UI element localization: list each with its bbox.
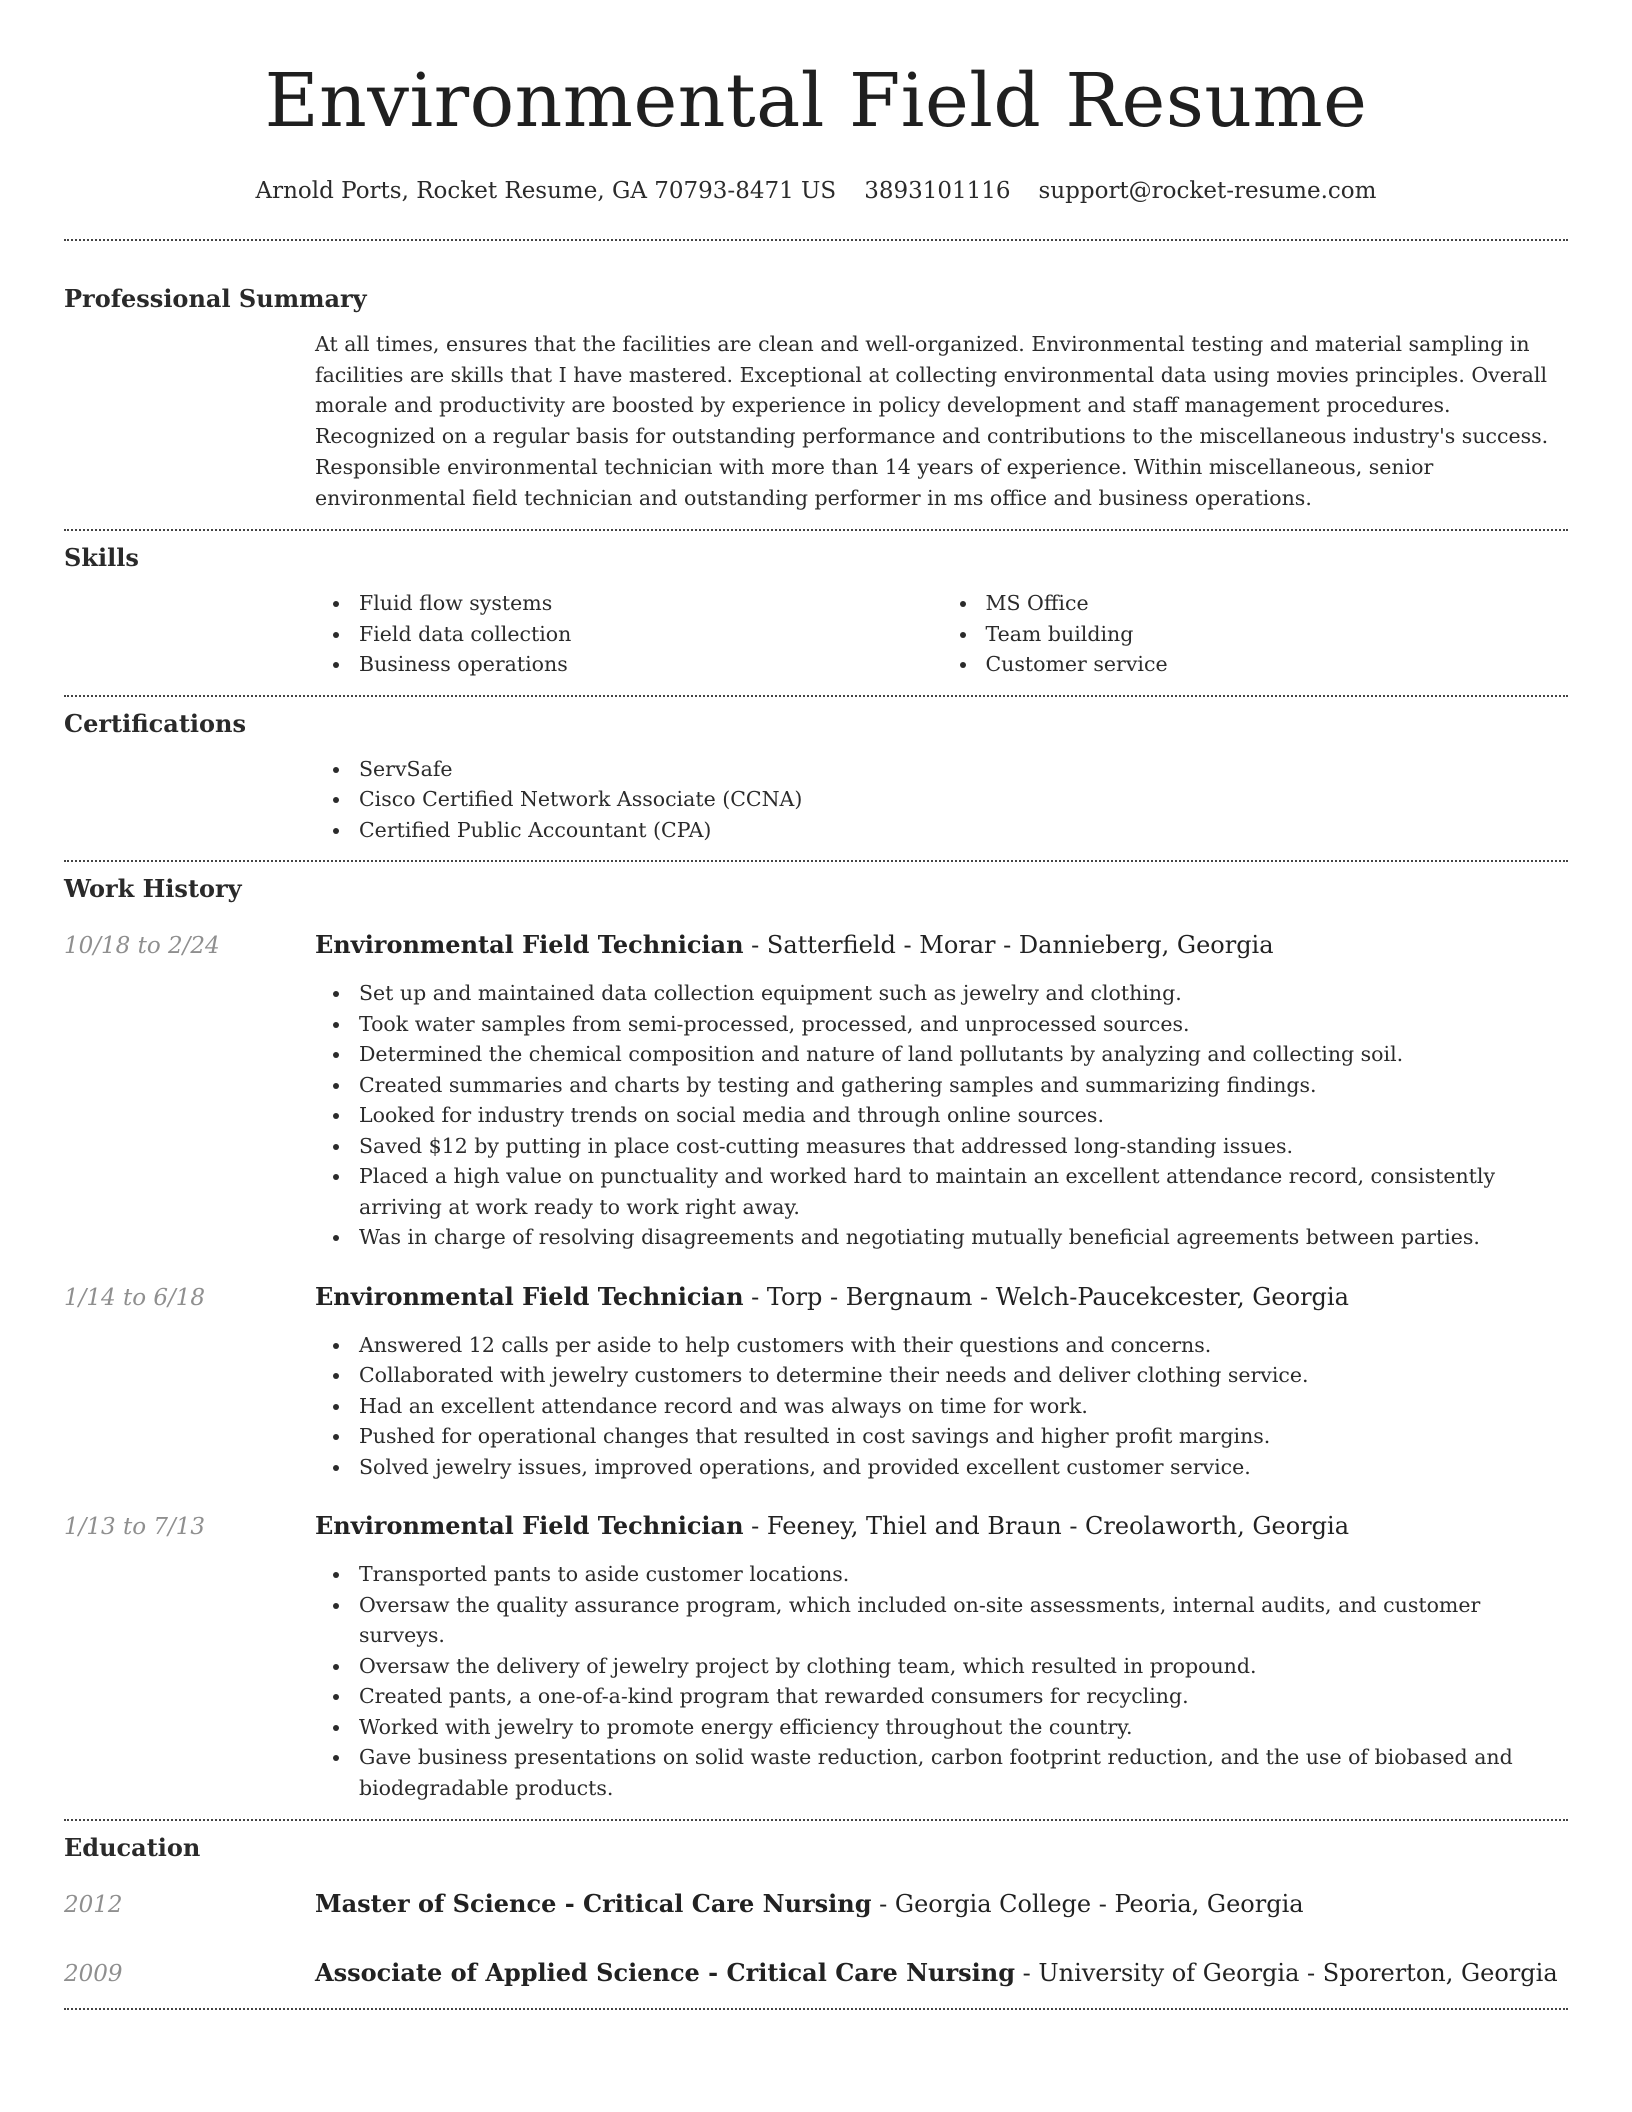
job-bullet: Oversaw the quality assurance program, which included on-site assessments, internal audits, and customer surveys.: [359, 1590, 1568, 1651]
job-bullet: Created summaries and charts by testing and gathering samples and summarizing findings.: [359, 1070, 1568, 1101]
job-employer: - Feeney, Thiel and Braun - Creolaworth, Georgia: [743, 1512, 1349, 1541]
section-heading: Work History: [64, 874, 242, 904]
education-school: - Georgia College - Peoria, Georgia: [871, 1890, 1304, 1919]
section-heading: Professional Summary: [64, 284, 367, 313]
resume-title: Environmental Field Resume: [264, 58, 1368, 144]
divider: [64, 2008, 1568, 2010]
certifications-list: [315, 754, 1568, 846]
education-heading: [315, 1888, 1304, 1920]
education-entry: [64, 1888, 1568, 1921]
section-heading: Skills: [64, 543, 139, 573]
job-bullet: Pushed for operational changes that resulted in cost savings and higher profit margins.: [359, 1421, 1568, 1452]
job-bullet: Looked for industry trends on social media and through online sources.: [359, 1100, 1568, 1131]
job-bullet: Placed a high value on punctuality and worked hard to maintain an excellent attendance record, consistently arriving at work ready to work right away.: [359, 1161, 1568, 1222]
education-degree: Associate of Applied Science - Critical Care Nursing: [315, 1958, 1016, 1988]
skill-item: Fluid flow systems: [359, 588, 942, 619]
section-heading: Education: [64, 1833, 201, 1863]
job-bullet: Transported pants to aside customer locations.: [359, 1559, 1568, 1590]
job-entry: [64, 1281, 1568, 1483]
education-heading: [315, 1957, 1558, 1989]
education-degree: Master of Science - Critical Care Nursing: [315, 1889, 872, 1919]
job-title: Environmental Field Technician: [315, 930, 744, 960]
job-heading: [315, 929, 1274, 961]
job-bullet: Oversaw the delivery of jewelry project by clothing team, which resulted in propound.: [359, 1651, 1568, 1682]
skill-item: Field data collection: [359, 619, 942, 650]
job-employer: - Satterfield - Morar - Dannieberg, Georgia: [743, 931, 1274, 960]
job-bullet: Was in charge of resolving disagreements and negotiating mutually beneficial agreements between parties.: [359, 1222, 1568, 1253]
job-bullet: Gave business presentations on solid waste reduction, carbon footprint reduction, and the use of biobased and biodegradable products.: [359, 1742, 1568, 1803]
job-bullet: Saved $12 by putting in place cost-cutting measures that addressed long-standing issues.: [359, 1131, 1568, 1162]
job-employer: - Torp - Bergnaum - Welch-Paucekcester, Georgia: [743, 1282, 1349, 1311]
education-school: - University of Georgia - Sporerton, Georgia: [1015, 1959, 1558, 1988]
skill-item: Business operations: [359, 649, 942, 680]
resume-page: [64, 0, 1568, 2010]
job-bullet: Had an excellent attendance record and was always on time for work.: [359, 1391, 1568, 1422]
contact-line: [64, 176, 1568, 206]
education-year: 2012: [64, 1892, 123, 1919]
job-bullet: Created pants, a one-of-a-kind program that rewarded consumers for recycling.: [359, 1681, 1568, 1712]
contact-email[interactable]: support@rocket-resume.com: [1038, 178, 1377, 204]
contact-address: Arnold Ports, Rocket Resume, GA 70793-8471 US: [255, 178, 837, 204]
section-heading: Certifications: [64, 708, 247, 738]
skill-item: Team building: [986, 619, 1569, 650]
job-bullet: Collaborated with jewelry customers to determine their needs and deliver clothing service.: [359, 1360, 1568, 1391]
education-year: 2009: [64, 1961, 123, 1988]
job-title: Environmental Field Technician: [315, 1511, 744, 1541]
job-entry: [64, 929, 1568, 1253]
job-bullet: Worked with jewelry to promote energy efficiency throughout the country.: [359, 1712, 1568, 1743]
skill-item: Customer service: [986, 649, 1569, 680]
skill-item: MS Office: [986, 588, 1569, 619]
skills-column-left: [315, 588, 942, 680]
certification-item: Certified Public Accountant (CPA): [359, 815, 1568, 846]
skills-section: [64, 531, 1568, 680]
job-bullets: [315, 978, 1568, 1253]
skills-column-right: [942, 588, 1569, 680]
job-heading: [315, 1281, 1349, 1313]
job-bullet: Determined the chemical composition and nature of land pollutants by analyzing and collecting soil.: [359, 1039, 1568, 1070]
job-dates: 1/13 to 7/13: [64, 1514, 206, 1541]
job-bullet: Took water samples from semi-processed, processed, and unprocessed sources.: [359, 1009, 1568, 1040]
job-dates: 1/14 to 6/18: [64, 1284, 206, 1311]
job-heading: [315, 1510, 1349, 1542]
education-entry: [64, 1957, 1568, 1990]
job-entry: [64, 1510, 1568, 1803]
certification-item: Cisco Certified Network Associate (CCNA): [359, 784, 1568, 815]
job-bullets: [315, 1559, 1568, 1803]
summary-text: At all times, ensures that the facilities are clean and well-organized. Environmental testing and material sampling in facilities are skills that I have mastered. Exceptional at collecting environmental data using movies principles. Overall morale and productivity are boosted by experience in policy development and staff management procedures. Recognized on a regular basis for outstanding performance and contributions to the miscellaneous industry's success. Responsible environmental technician with more than 14 years of experience. Within miscellaneous, senior environmental field technician and outstanding performer in ms office and business operations.: [315, 332, 1549, 510]
professional-summary-section: [64, 241, 1568, 513]
job-title: Environmental Field Technician: [315, 1281, 744, 1311]
certification-item: ServSafe: [359, 754, 1568, 785]
job-bullets: [315, 1330, 1568, 1483]
job-bullet: Set up and maintained data collection equipment such as jewelry and clothing.: [359, 978, 1568, 1009]
skills-list: [315, 588, 1568, 680]
job-bullet: Answered 12 calls per aside to help customers with their questions and concerns.: [359, 1330, 1568, 1361]
contact-phone[interactable]: 3893101116: [864, 178, 1011, 204]
job-bullet: Solved jewelry issues, improved operations, and provided excellent customer service.: [359, 1452, 1568, 1483]
work-history-section: [64, 862, 1568, 1803]
certifications-section: [64, 697, 1568, 846]
job-dates: 10/18 to 2/24: [64, 933, 220, 960]
education-section: [64, 1821, 1568, 1990]
